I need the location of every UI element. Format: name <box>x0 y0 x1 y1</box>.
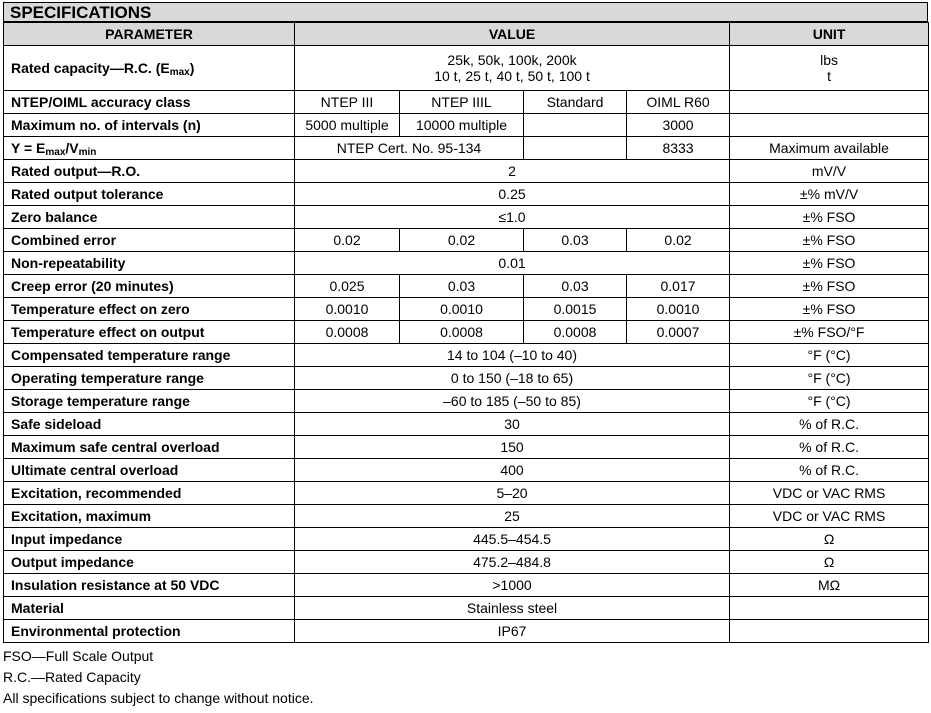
param-label: Maximum safe central overload <box>4 436 295 459</box>
table-row-accuracy-class <box>4 91 929 114</box>
unit-cell: ±% mV/V <box>730 183 929 206</box>
value-cell: 8333 <box>627 137 730 160</box>
value-cell <box>524 137 627 160</box>
value-rated-capacity: 25k, 50k, 100k, 200k 10 t, 25 t, 40 t, 50 t, 100 t <box>295 46 730 91</box>
param-label: Zero balance <box>4 206 295 229</box>
unit-cell: °F (°C) <box>730 367 929 390</box>
value-cell: NTEP Cert. No. 95-134 <box>295 137 524 160</box>
value-cell: NTEP IIIL <box>400 91 524 114</box>
param-rated-capacity: Rated capacity—R.C. $(E_{max})$ <box>4 46 295 91</box>
value-cell: 0.02 <box>627 229 730 252</box>
unit-cell <box>730 91 929 114</box>
param-label: Environmental protection <box>4 620 295 643</box>
param-label: Insulation resistance at 50 VDC <box>4 574 295 597</box>
unit-cell: % of R.C. <box>730 436 929 459</box>
value-cell: 0.0007 <box>627 321 730 344</box>
value-cell: 5000 multiple <box>295 114 400 137</box>
value-cell: 0.0008 <box>524 321 627 344</box>
value-cell: 0.03 <box>524 229 627 252</box>
unit-cell: ±% FSO <box>730 252 929 275</box>
value-cell: Standard <box>524 91 627 114</box>
param-label: Excitation, maximum <box>4 505 295 528</box>
param-label: Operating temperature range <box>4 367 295 390</box>
value-cell: 0.03 <box>400 275 524 298</box>
table-row <box>4 206 929 229</box>
unit-cell: Maximum available <box>730 137 929 160</box>
param-label: Safe sideload <box>4 413 295 436</box>
table-row <box>4 367 929 390</box>
table-row <box>4 321 929 344</box>
unit-cell: ±% FSO <box>730 206 929 229</box>
value-cell: 0.03 <box>524 275 627 298</box>
value-cell: NTEP III <box>295 91 400 114</box>
unit-cell <box>730 597 929 620</box>
table-row-rated-capacity <box>4 46 929 91</box>
unit-cell: °F (°C) <box>730 390 929 413</box>
value-cell: 0.025 <box>295 275 400 298</box>
value-cell: 0.0008 <box>295 321 400 344</box>
value-cell: 0.0008 <box>400 321 524 344</box>
unit-cell: VDC or VAC RMS <box>730 482 929 505</box>
value-cell: 150 <box>295 436 730 459</box>
param-label: Storage temperature range <box>4 390 295 413</box>
table-row <box>4 528 929 551</box>
table-row <box>4 413 929 436</box>
table-row <box>4 160 929 183</box>
param-label: Compensated temperature range <box>4 344 295 367</box>
table-row <box>4 436 929 459</box>
value-cell: 25 <box>295 505 730 528</box>
param-y-ratio: $Y = E_{max}/V_{min}$ <box>4 137 295 160</box>
table-row-non-repeatability <box>4 252 929 275</box>
header-value: VALUE <box>295 23 730 46</box>
value-cell: 0.02 <box>295 229 400 252</box>
param-label: Maximum no. of intervals (n) <box>4 114 295 137</box>
footnotes <box>3 646 314 709</box>
value-cell: Stainless steel <box>295 597 730 620</box>
unit-cell <box>730 114 929 137</box>
footnote-disclaimer: All specifications subject to change without notice. <box>3 690 314 706</box>
param-label: Combined error <box>4 229 295 252</box>
table-row <box>4 183 929 206</box>
value-cell: –60 to 185 (–50 to 85) <box>295 390 730 413</box>
specifications-table <box>3 22 929 643</box>
unit-cell: Ω <box>730 528 929 551</box>
table-row <box>4 620 929 643</box>
footnote-fso: FSO—Full Scale Output <box>3 648 154 664</box>
unit-cell: ±% FSO <box>730 229 929 252</box>
value-cell: 400 <box>295 459 730 482</box>
param-label: Rated output tolerance <box>4 183 295 206</box>
value-cell: 0.01 <box>295 252 730 275</box>
value-cell: 0.0010 <box>295 298 400 321</box>
value-cell: 475.2–484.8 <box>295 551 730 574</box>
value-cell: 3000 <box>627 114 730 137</box>
value-cell: 445.5–454.5 <box>295 528 730 551</box>
unit-cell: Ω <box>730 551 929 574</box>
param-label: Non-repeatability <box>4 252 295 275</box>
value-cell: 0.0010 <box>400 298 524 321</box>
table-row <box>4 597 929 620</box>
table-row <box>4 390 929 413</box>
unit-cell: ±% FSO/°F <box>730 321 929 344</box>
param-label: Excitation, recommended <box>4 482 295 505</box>
unit-cell: % of R.C. <box>730 459 929 482</box>
header-unit: UNIT <box>730 23 929 46</box>
unit-cell: VDC or VAC RMS <box>730 505 929 528</box>
table-row <box>4 344 929 367</box>
param-label: NTEP/OIML accuracy class <box>4 91 295 114</box>
param-label: Temperature effect on zero <box>4 298 295 321</box>
unit-cell: ±% FSO <box>730 275 929 298</box>
param-label: Input impedance <box>4 528 295 551</box>
table-row <box>4 505 929 528</box>
unit-cell: MΩ <box>730 574 929 597</box>
table-row <box>4 482 929 505</box>
param-label: Creep error (20 minutes) <box>4 275 295 298</box>
value-cell: 10000 multiple <box>400 114 524 137</box>
value-cell: 0.02 <box>400 229 524 252</box>
specifications-title: SPECIFICATIONS <box>3 2 928 22</box>
unit-cell: % of R.C. <box>730 413 929 436</box>
value-cell: 0.25 <box>295 183 730 206</box>
value-cell: 5–20 <box>295 482 730 505</box>
table-row <box>4 298 929 321</box>
value-cell: >1000 <box>295 574 730 597</box>
table-row <box>4 459 929 482</box>
table-row <box>4 551 929 574</box>
table-row <box>4 275 929 298</box>
table-row-combined-error <box>4 229 929 252</box>
unit-cell: mV/V <box>730 160 929 183</box>
value-cell: 14 to 104 (–10 to 40) <box>295 344 730 367</box>
value-cell: ≤1.0 <box>295 206 730 229</box>
header-row <box>4 23 929 46</box>
value-cell: OIML R60 <box>627 91 730 114</box>
param-label: Rated output—R.O. <box>4 160 295 183</box>
footnote-rc: R.C.—Rated Capacity <box>3 669 141 685</box>
value-cell <box>524 114 627 137</box>
param-label: Temperature effect on output <box>4 321 295 344</box>
unit-rated-capacity: lbs t <box>730 46 929 91</box>
param-label: Material <box>4 597 295 620</box>
unit-cell: ±% FSO <box>730 298 929 321</box>
value-cell: 0 to 150 (–18 to 65) <box>295 367 730 390</box>
param-label: Output impedance <box>4 551 295 574</box>
param-label: Ultimate central overload <box>4 459 295 482</box>
unit-cell <box>730 620 929 643</box>
value-cell: 2 <box>295 160 730 183</box>
unit-cell: °F (°C) <box>730 344 929 367</box>
value-cell: 0.0010 <box>627 298 730 321</box>
value-cell: 0.0015 <box>524 298 627 321</box>
value-cell: 30 <box>295 413 730 436</box>
header-parameter: PARAMETER <box>4 23 295 46</box>
table-row <box>4 574 929 597</box>
value-cell: IP67 <box>295 620 730 643</box>
table-row-intervals <box>4 114 929 137</box>
table-row-y-ratio <box>4 137 929 160</box>
value-cell: 0.017 <box>627 275 730 298</box>
